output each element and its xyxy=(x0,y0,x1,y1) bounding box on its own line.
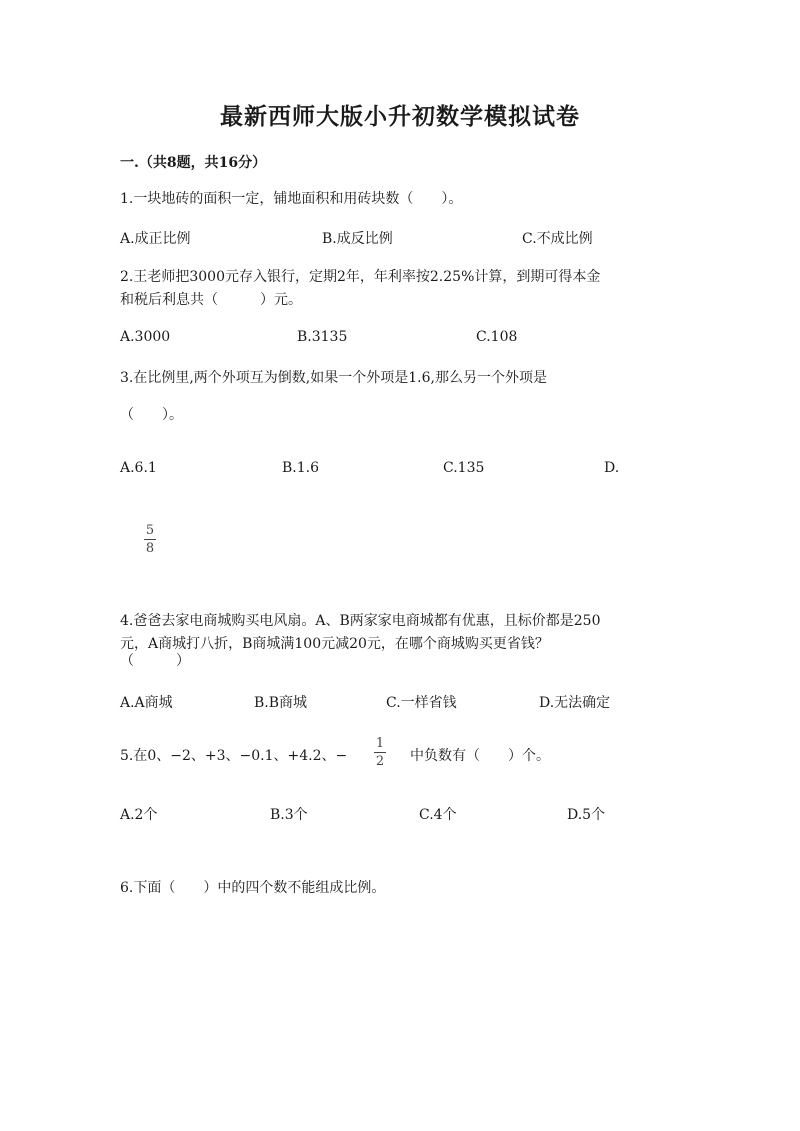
question-5-option-d[interactable]: D.5个 xyxy=(567,807,606,823)
question-6-text: 6.下面（ ）中的四个数不能组成比例。 xyxy=(120,880,386,896)
question-2-option-c[interactable]: C.108 xyxy=(476,329,518,345)
question-4-option-d[interactable]: D.无法确定 xyxy=(539,695,611,711)
question-4-text-line-2: 元，A商城打八折，B商城满100元减20元，在哪个商城购买更省钱？ xyxy=(120,636,549,652)
section-heading: 一.（共8题，共16分） xyxy=(120,155,267,171)
fraction-bar xyxy=(144,539,156,540)
question-1-option-c[interactable]: C.不成比例 xyxy=(522,231,593,247)
question-3-text-line-2: （ ）。 xyxy=(120,407,183,423)
question-3-option-b[interactable]: B.1.6 xyxy=(282,460,320,476)
fraction-numerator: 5 xyxy=(145,523,155,538)
fraction-denominator: 8 xyxy=(145,541,155,556)
question-4-option-b[interactable]: B.B商城 xyxy=(254,695,308,711)
question-5-fraction xyxy=(374,737,386,768)
question-5-text-suffix: 中负数有（ ）个。 xyxy=(410,748,550,764)
question-5-text-prefix: 5.在0、−2、+3、−0.1、+4.2、− xyxy=(120,748,348,764)
page-title: 最新西师大版小升初数学模拟试卷 xyxy=(220,103,580,130)
question-2-text-line-1: 2.王老师把3000元存入银行，定期2年，年利率按2.25%计算，到期可得本金 xyxy=(120,269,601,285)
question-2-text-line-2: 和税后利息共（ ）元。 xyxy=(120,292,302,308)
question-4-option-a[interactable]: A.A商城 xyxy=(120,695,173,711)
fraction-bar xyxy=(374,752,386,753)
question-2-option-a[interactable]: A.3000 xyxy=(120,329,171,345)
question-4-option-c[interactable]: C.一样省钱 xyxy=(386,695,457,711)
question-5-option-b[interactable]: B.3个 xyxy=(270,807,308,823)
question-3-option-c[interactable]: C.135 xyxy=(443,460,485,476)
fraction-denominator: 2 xyxy=(375,754,385,769)
question-3-fraction xyxy=(144,524,156,555)
question-3-option-d[interactable]: D. xyxy=(604,460,620,476)
question-1-option-b[interactable]: B.成反比例 xyxy=(322,231,393,247)
question-4-text-line-1: 4.爸爸去家电商城购买电风扇。A、B两家家电商城都有优惠，且标价都是250 xyxy=(120,613,601,629)
question-5-option-a[interactable]: A.2个 xyxy=(120,807,158,823)
question-2-option-b[interactable]: B.3135 xyxy=(297,329,348,345)
question-3-option-a[interactable]: A.6.1 xyxy=(120,460,157,476)
question-3-text-line-1: 3.在比例里,两个外项互为倒数,如果一个外项是1.6,那么另一个外项是 xyxy=(120,370,547,386)
question-4-text-line-3: （ ） xyxy=(120,653,190,669)
fraction-numerator: 1 xyxy=(375,736,385,751)
question-1-option-a[interactable]: A.成正比例 xyxy=(120,231,191,247)
question-5-option-c[interactable]: C.4个 xyxy=(419,807,457,823)
question-1-text: 1.一块地砖的面积一定，铺地面积和用砖块数（ ）。 xyxy=(120,191,463,207)
